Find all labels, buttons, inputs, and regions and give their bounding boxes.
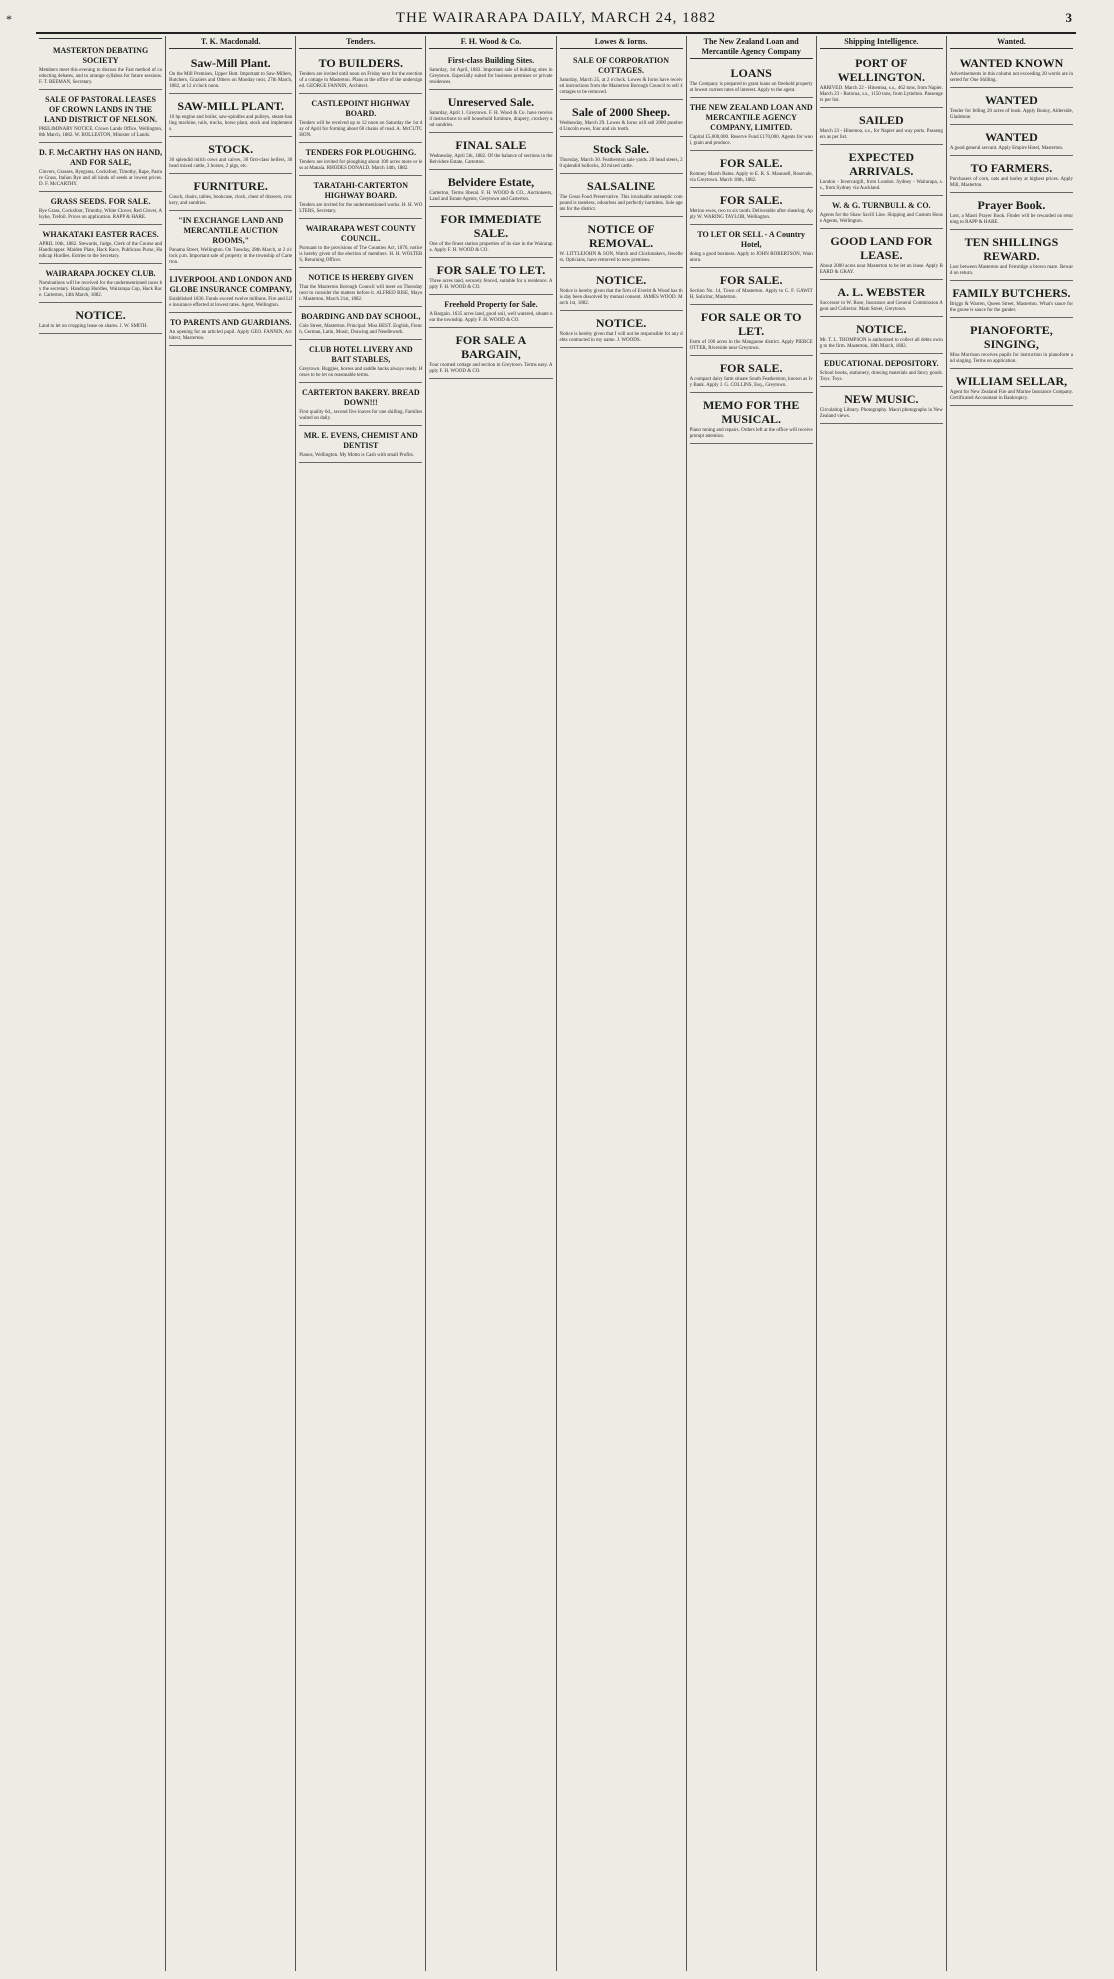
ad-body: doing a good business. Apply to JOHN ROBERTSON, Wainuioru. xyxy=(689,252,813,263)
ad-title: CLUB HOTEL LIVERY AND BAIT STABLES, xyxy=(308,345,413,364)
advertisement xyxy=(299,307,422,340)
advertisement xyxy=(299,94,422,143)
advertisement xyxy=(560,51,683,100)
advertisement xyxy=(429,207,552,258)
ad-title: D. F. McCARTHY HAS ON HAND, AND FOR SALE, xyxy=(39,148,163,167)
ad-title: W. & G. TURNBULL & CO. xyxy=(831,201,931,210)
advertisement xyxy=(820,196,943,229)
advertisement xyxy=(820,145,943,196)
masthead xyxy=(6,6,1076,34)
advertisement xyxy=(950,318,1073,369)
ad-title: First-class Building Sites. xyxy=(447,56,535,65)
ad-body: Romney Marsh Rams. Apply to E. R. S. Maunsell, Rosevale, via Greytown. March 18th, 1882. xyxy=(689,172,813,183)
ad-title: SALSALINE xyxy=(587,179,656,193)
ad-body: On the Mill Premises, Upper Hutt. Important to Saw-Millers, Butchers, Graziers and Others on Monday next, 27th March, 1882, at 12 o'clock noon. xyxy=(169,72,293,89)
ad-body: Four roomed cottage and section in Greytown. Terms easy. Apply F. H. WOOD & CO. xyxy=(429,363,553,374)
ad-body: School books, stationery, drawing materials and fancy goods. Toys. Toys. xyxy=(819,371,943,382)
advertisement xyxy=(169,94,292,137)
ad-body: One of the finest station properties of its size in the Wairarapa. Apply F. H. WOOD & CO. xyxy=(429,242,553,253)
ad-title: MEMO FOR THE MUSICAL. xyxy=(702,398,800,426)
column-header: F. H. Wood & Co. xyxy=(429,36,552,49)
ad-title: FOR IMMEDIATE SALE. xyxy=(440,212,542,240)
newspaper-title: THE WAIRARAPA DAILY, MARCH 24, 1882 xyxy=(395,10,717,26)
advertisement xyxy=(690,225,813,268)
ad-title: WANTED xyxy=(985,130,1038,144)
ad-title: Saw-Mill Plant. xyxy=(190,56,271,70)
ad-body: A compact dairy farm situate South Featherston, known as Ivy Bank. Apply J. G. COLLINS, Esq., Greytown. xyxy=(689,377,813,388)
ad-body: Saturday, April 1. Greytown. F. H. Wood & Co. have received instructions to sell household furniture, drapery, crockery and sundries. xyxy=(429,111,553,128)
advertisement xyxy=(169,137,292,174)
ad-title: A. L. WEBSTER xyxy=(837,285,926,299)
advertisement xyxy=(820,51,943,108)
advertisement xyxy=(690,151,813,188)
advertisement xyxy=(820,387,943,424)
ad-title: EDUCATIONAL DEPOSITORY. xyxy=(823,359,939,368)
ad-body: The Great Food Preservative. This invaluable antiseptic compound is tasteless, odourless and perfectly harmless. Sole agents for the district. xyxy=(559,195,683,212)
ad-title: Sale of 2000 Sheep. xyxy=(572,105,671,119)
advertisement xyxy=(39,192,162,225)
ad-title: WAIRARAPA WEST COUNTY COUNCIL. xyxy=(305,224,416,243)
advertisement xyxy=(299,51,422,94)
ad-body: Notice is hereby given that I will not be responsible for any debts contracted in my name. J. WOODS. xyxy=(559,332,683,343)
ad-title: FOR SALE A BARGAIN, xyxy=(455,333,527,361)
advertisement xyxy=(690,98,813,151)
ad-title: NOTICE. xyxy=(856,322,907,336)
ad-body: Section No. 14, Town of Masterton. Apply to C. F. GAWITH, Solicitor, Masterton. xyxy=(689,289,813,300)
advertisement xyxy=(39,90,162,143)
column-header xyxy=(39,36,162,39)
ad-body: Wednesday, March 29. Lowes & Iorns will sell 2000 purebred Lincoln ewes, four and six tooth. xyxy=(559,121,683,132)
ad-body: 30 splendid milch cows and calves, 30 first-class heifers, 30 head mixed cattle, 3 horses, 2 pigs, etc. xyxy=(169,158,293,169)
ad-title: CARTERTON BAKERY. BREAD DOWN!!! xyxy=(302,388,420,407)
ad-title: WAIRARAPA JOCKEY CLUB. xyxy=(45,269,156,278)
advertisement xyxy=(169,313,292,346)
advertisement xyxy=(560,100,683,137)
ad-title: NOTICE IS HEREBY GIVEN xyxy=(308,273,414,282)
ad-title: FOR SALE. xyxy=(719,273,783,287)
ad-body: Carterton, Terms liberal. F. H. WOOD & CO., Auctioneers, Land and Estate Agents, Greytown and Carterton. xyxy=(429,191,553,202)
ad-body: 10 hp engine and boiler, saw-spindles and pulleys, steam-hauling machine, rails, trucks, horse plant, stock and implements. xyxy=(169,115,293,132)
ad-title: Stock Sale. xyxy=(593,142,650,156)
ad-body: ARRIVED. March 22 - Hinemoa, s.s., 462 tons, from Napier. March 23 - Rotorua, s.s., 1150 tons, from Lyttelton. Passengers per list. xyxy=(819,86,943,103)
ad-body: Clovers, Grasses, Ryegrass, Cocksfoot, Timothy, Rape, Pasture Grass, Italian Rye and all kinds of seeds at lowest prices. D. F. McCARTHY. xyxy=(39,170,163,187)
ad-title: TO PARENTS AND GUARDIANS. xyxy=(169,318,292,327)
advertisement xyxy=(950,230,1073,281)
ad-title: WANTED KNOWN xyxy=(959,56,1064,70)
ad-body: Cole Street, Masterton. Principal: Miss BEST. English, French, German, Latin, Music, Drawing and Needlework. xyxy=(299,324,423,335)
ad-title: FOR SALE. xyxy=(719,361,783,375)
advertisement xyxy=(950,193,1073,230)
advertisement xyxy=(950,369,1073,406)
advertisement xyxy=(429,258,552,295)
advertisement xyxy=(690,268,813,305)
ad-title: WANTED xyxy=(985,93,1038,107)
advertisement xyxy=(299,340,422,383)
advertisement xyxy=(39,41,162,90)
ad-title: "IN EXCHANGE LAND AND MERCANTILE AUCTION ROOMS," xyxy=(178,216,284,245)
ad-title: WILLIAM SELLAR, xyxy=(955,374,1068,388)
advertisement xyxy=(560,174,683,217)
ad-title: FOR SALE. xyxy=(719,193,783,207)
advertisement xyxy=(560,137,683,174)
ad-body: Tender for felling 20 acres of bush. Apply Bunny, Alderside, Gladstone. xyxy=(949,109,1073,120)
ad-body: Tenders are invited for ploughing about 100 acres more or less at Manaia. RHODES DONALD. March 14th, 1882. xyxy=(299,160,423,171)
ad-body: An opening for an articled pupil. Apply GEO. FANNIN, Architect, Masterton. xyxy=(169,330,293,341)
advertisement xyxy=(299,176,422,219)
advertisement xyxy=(560,217,683,268)
ad-body: W. LITTLEJOHN & SON, Watch and Clockmakers, Jewellers, Opticians, have removed to new premises. xyxy=(559,252,683,263)
ad-body: Circulating Library. Photography. Maori photographs in New Zealand views. xyxy=(819,408,943,419)
advertisement xyxy=(299,219,422,268)
ad-title: SAW-MILL PLANT. xyxy=(177,99,285,113)
scan-mark: * xyxy=(6,12,12,26)
ad-title: Freehold Property for Sale. xyxy=(444,300,538,309)
ad-body: Nominations will be received for the undermentioned races by the secretary. Handicap Hurdles, Wairarapa Cup, Hack Race. Carterton, 14th March, 1882. xyxy=(39,281,163,298)
ad-title: FOR SALE OR TO LET. xyxy=(700,310,802,338)
ad-title: LOANS xyxy=(730,66,772,80)
advertisement xyxy=(39,303,162,334)
ad-body: Lost, a Maori Prayer Book. Finder will be rewarded on returning to RAPP & HARE. xyxy=(949,214,1073,225)
ad-body: Wednesday, April 5th, 1882. Of the balance of sections in the Belvidere Estate, Carterton. xyxy=(429,154,553,165)
advertisement xyxy=(950,281,1073,318)
ad-title: TO FARMERS. xyxy=(970,161,1053,175)
advertisement xyxy=(299,426,422,463)
ad-body: Tenders are invited for the undermentioned works. H. H. WOLTERS, Secretary. xyxy=(299,203,423,214)
ad-body: Agent for New Zealand Fire and Marine Insurance Company. Certificated Accountant in Bankruptcy. xyxy=(949,390,1073,401)
advertisement xyxy=(950,156,1073,193)
ad-body: Thursday, March 30. Featherston sale yards. 20 head steers, 20 splendid bullocks, 20 mixed cattle. xyxy=(559,158,683,169)
advertisement xyxy=(429,51,552,90)
ad-body: Advertisements in this column not exceeding 20 words are inserted for One Shilling. xyxy=(949,72,1073,83)
advertisement xyxy=(820,229,943,280)
advertisement xyxy=(39,264,162,303)
ad-body: Successor to W. Rose, Insurance and General Commission Agent and Collector. Main Street, Greytown. xyxy=(819,301,943,312)
column-7 xyxy=(817,36,947,1971)
ad-body: Pursuant to the provisions of The Counties Act, 1876, notice is hereby given of the election of members. H. H. WOLTERS, Returning Officer. xyxy=(299,246,423,263)
column-1 xyxy=(36,36,166,1971)
ad-title: WHAKATAKI EASTER RACES. xyxy=(42,230,159,239)
advertisement xyxy=(169,270,292,313)
ad-body: Farm of 100 acres in the Mangaone district. Apply PIERCE OTTER, Riverside near Greytown. xyxy=(689,340,813,351)
ad-body: Couch, chairs, tables, bookcase, clock, chest of drawers, crockery, and sundries. xyxy=(169,195,293,206)
advertisement xyxy=(690,393,813,444)
ad-body: First quality 6d., second five loaves for one shilling. Families waited on daily. xyxy=(299,410,423,421)
ad-title: PIANOFORTE, SINGING, xyxy=(970,323,1053,351)
ad-title: FAMILY BUTCHERS. xyxy=(952,286,1071,300)
ad-title: STOCK. xyxy=(208,142,254,156)
column-grid xyxy=(36,36,1076,1971)
ad-title: PORT OF WELLINGTON. xyxy=(837,56,926,84)
ad-body: Briggs & Warren, Queen Street, Masterton. What's sauce for the goose is sauce for the gander. xyxy=(949,302,1073,313)
ad-body: Notice is hereby given that the firm of Everitt & Wood has this day been dissolved by mutual consent. JAMES WOOD. March 1st, 1882. xyxy=(559,289,683,306)
column-header: Wanted. xyxy=(950,36,1073,49)
ad-body: A Bargain. 1635 acres land, good soil, well watered, situate near the township. Apply F. H. WOOD & CO. xyxy=(429,312,553,323)
ad-title: MR. E. EVENS, CHEMIST AND DENTIST xyxy=(303,431,418,450)
ad-body: PRELIMINARY NOTICE. Crown Lands Office, Wellington, 8th March, 1882. W. BOLLESTON, Minister of Lands. xyxy=(39,127,163,138)
ad-body: Established 1836. Funds exceed twelve millions. Fire and Life insurance effected at lowest rates. Agent, Wellington. xyxy=(169,297,293,308)
advertisement xyxy=(169,51,292,94)
advertisement xyxy=(690,188,813,225)
ad-body: APRIL 10th, 1882. Stewards, Judge, Clerk of the Course and Handicapper. Maiden Plate, Hack Race, Publicans Purse, Handicap Hurdles. Entries to the Secretary. xyxy=(39,242,163,259)
ad-body: Greytown. Buggies, horses and saddle hacks always ready. Horses to be let on reasonable terms. xyxy=(299,367,423,378)
ad-title: NOTICE. xyxy=(75,308,126,322)
column-header: The New Zealand Loan and Mercantile Agency Company xyxy=(690,36,813,59)
column-6 xyxy=(687,36,817,1971)
ad-title: TO BUILDERS. xyxy=(318,56,404,70)
ad-title: THE NEW ZEALAND LOAN AND MERCANTILE AGENCY COMPANY, LIMITED. xyxy=(689,103,813,132)
ad-body: A good general servant. Apply Empire Hotel, Masterton. xyxy=(949,146,1064,151)
ad-title: TO LET OR SELL - A Country Hotel, xyxy=(697,230,806,249)
ad-body: Purchasers of corn, oats and barley at highest prices. Apply Mill, Masterton. xyxy=(949,177,1073,188)
ad-body: March 23 - Hinemoa, s.s., for Napier and way ports. Passengers as per list. xyxy=(819,129,943,140)
advertisement xyxy=(820,280,943,317)
advertisement xyxy=(429,170,552,207)
ad-body: Miss Morrison receives pupils for instruction in pianoforte and singing. Terms on application. xyxy=(949,353,1073,364)
advertisement xyxy=(39,143,162,192)
column-header: Lowes & Iorns. xyxy=(560,36,683,49)
ad-body: The Company is prepared to grant loans on freehold property at lowest current rates of interest. Apply to the agent. xyxy=(689,82,813,93)
advertisement xyxy=(169,174,292,211)
ad-title: BOARDING AND DAY SCHOOL, xyxy=(301,312,421,321)
column-4 xyxy=(426,36,556,1971)
ad-title: NOTICE. xyxy=(595,273,647,287)
advertisement xyxy=(169,211,292,270)
ad-title: GRASS SEEDS. FOR SALE. xyxy=(50,197,151,206)
ad-title: SALE OF CORPORATION COTTAGES. xyxy=(573,56,670,75)
ad-title: FINAL SALE xyxy=(455,138,527,152)
advertisement xyxy=(560,268,683,311)
ad-body: Saturday, March 25, at 2 o'clock. Lowes & Iorns have received instructions from the Masterton Borough Council to sell 4 cottages to be removed. xyxy=(559,78,683,95)
column-3 xyxy=(296,36,426,1971)
advertisement xyxy=(820,317,943,354)
column-header: T. K. Macdonald. xyxy=(169,36,292,49)
ad-body: Capital £5,000,000. Reserve Fund £170,000. Agents for wool, grain and produce. xyxy=(689,135,813,146)
ad-title: TENDERS FOR PLOUGHING. xyxy=(305,148,417,157)
ad-body: Three acres land, securely fenced, suitable for a residence. Apply F. H. WOOD & CO. xyxy=(429,279,553,290)
ad-title: Prayer Book. xyxy=(977,198,1046,212)
ad-title: Belvidere Estate, xyxy=(447,175,535,189)
ad-body: Tenders are invited until noon on Friday next for the erection of a cottage in Masterton. Plans at the office of the undersigned. GEORGE FANNIN, Architect. xyxy=(299,72,423,89)
ad-body: Rye Grass, Cocksfoot, Timothy, White Clover, Red Clover, Alsyke, Trefoil. Prices on application. RAPP & HARE. xyxy=(39,209,163,220)
ad-body: Merino ewes, two to six tooth. Deliverable after shearing. Apply W. WARING TAYLOR, Wellington. xyxy=(689,209,813,220)
ad-title: NOTICE. xyxy=(595,316,647,330)
ad-title: CASTLEPOINT HIGHWAY BOARD. xyxy=(311,99,411,118)
advertisement xyxy=(690,305,813,356)
ad-body: Pianos, Wellington. My Motto is Cash with small Profits. xyxy=(299,453,414,458)
ad-title: NOTICE OF REMOVAL. xyxy=(587,222,655,250)
ad-title: NEW MUSIC. xyxy=(844,392,919,406)
advertisement xyxy=(820,108,943,145)
advertisement xyxy=(560,311,683,348)
advertisement xyxy=(429,90,552,133)
ad-body: London - Invercargill, from London. Sydney - Wairarapa, s.s., from Sydney via Auckland. xyxy=(819,180,943,191)
advertisement xyxy=(429,133,552,170)
ad-body: About 2000 acres near Masterton to be let on lease. Apply BEARD & GRAY. xyxy=(819,264,943,275)
advertisement xyxy=(690,356,813,393)
advertisement xyxy=(950,88,1073,125)
advertisement xyxy=(299,383,422,426)
column-8 xyxy=(947,36,1076,1971)
ad-body: Panama Street, Wellington. On Tuesday, 28th March, at 2 o'clock p.m. Important sale of property in the township of Carterton. xyxy=(169,248,293,265)
column-header: Shipping Intelligence. xyxy=(820,36,943,49)
column-header: Tenders. xyxy=(299,36,422,49)
ad-title: FURNITURE. xyxy=(193,179,268,193)
ad-title: EXPECTED ARRIVALS. xyxy=(848,150,914,178)
page-number: 3 xyxy=(1065,10,1072,25)
ad-title: LIVERPOOL AND LONDON AND GLOBE INSURANCE COMPANY, xyxy=(169,275,292,294)
ad-title: SALE OF PASTORAL LEASES OF CROWN LANDS IN THE LAND DISTRICT OF NELSON. xyxy=(44,95,158,124)
ad-title: Unreserved Sale. xyxy=(447,95,535,109)
ad-body: Piano tuning and repairs. Orders left at the office will receive prompt attention. xyxy=(689,428,813,439)
column-5 xyxy=(557,36,687,1971)
advertisement xyxy=(39,225,162,264)
ad-title: MASTERTON DEBATING SOCIETY xyxy=(52,46,149,65)
advertisement xyxy=(950,125,1073,156)
ad-title: FOR SALE TO LET. xyxy=(436,263,546,277)
ad-body: Agents for the Shaw Savill Line. Shipping and Custom House Agents, Wellington. xyxy=(819,213,943,224)
advertisement xyxy=(429,295,552,328)
ad-body: Members meet this evening to discuss the Fast method of conducting debates, and to arrange syllabus for future sessions. F. T. BEEMAN, Secretary. xyxy=(39,68,163,85)
ad-title: TARATAHI-CARTERTON HIGHWAY BOARD. xyxy=(313,181,409,200)
advertisement xyxy=(820,354,943,387)
ad-title: SAILED xyxy=(858,113,904,127)
ad-body: Saturday, 1st April, 1882. Important sale of building sites in Greytown. Especially suited for business premises or private residences. xyxy=(429,68,553,85)
column-2 xyxy=(166,36,296,1971)
ad-title: TEN SHILLINGS REWARD. xyxy=(964,235,1059,263)
advertisement xyxy=(429,328,552,379)
advertisement xyxy=(690,61,813,98)
ad-body: Land to let on cropping lease on shares. J. W. SMITH. xyxy=(39,324,148,329)
ad-title: GOOD LAND FOR LEASE. xyxy=(830,234,933,262)
ad-body: Mr. T. L. THOMPSON is authorised to collect all debts owing to the firm. Masterton, 18th March, 1882. xyxy=(819,338,943,349)
ad-title: FOR SALE. xyxy=(719,156,783,170)
ad-body: Tenders will be received up to 12 noon on Saturday the 1st day of April for forming about 60 chains of road. A. McCUTCHON. xyxy=(299,121,423,138)
ad-body: That the Masterton Borough Council will meet on Thursday next to consider the matters before it. ALFRED RISE, Mayor. Masterton, March 21st, 1882. xyxy=(299,285,423,302)
advertisement xyxy=(950,51,1073,88)
advertisement xyxy=(299,143,422,176)
ad-body: Lost between Masterton and Fernridge a brown mare. Reward on return. xyxy=(949,265,1073,276)
advertisement xyxy=(299,268,422,307)
